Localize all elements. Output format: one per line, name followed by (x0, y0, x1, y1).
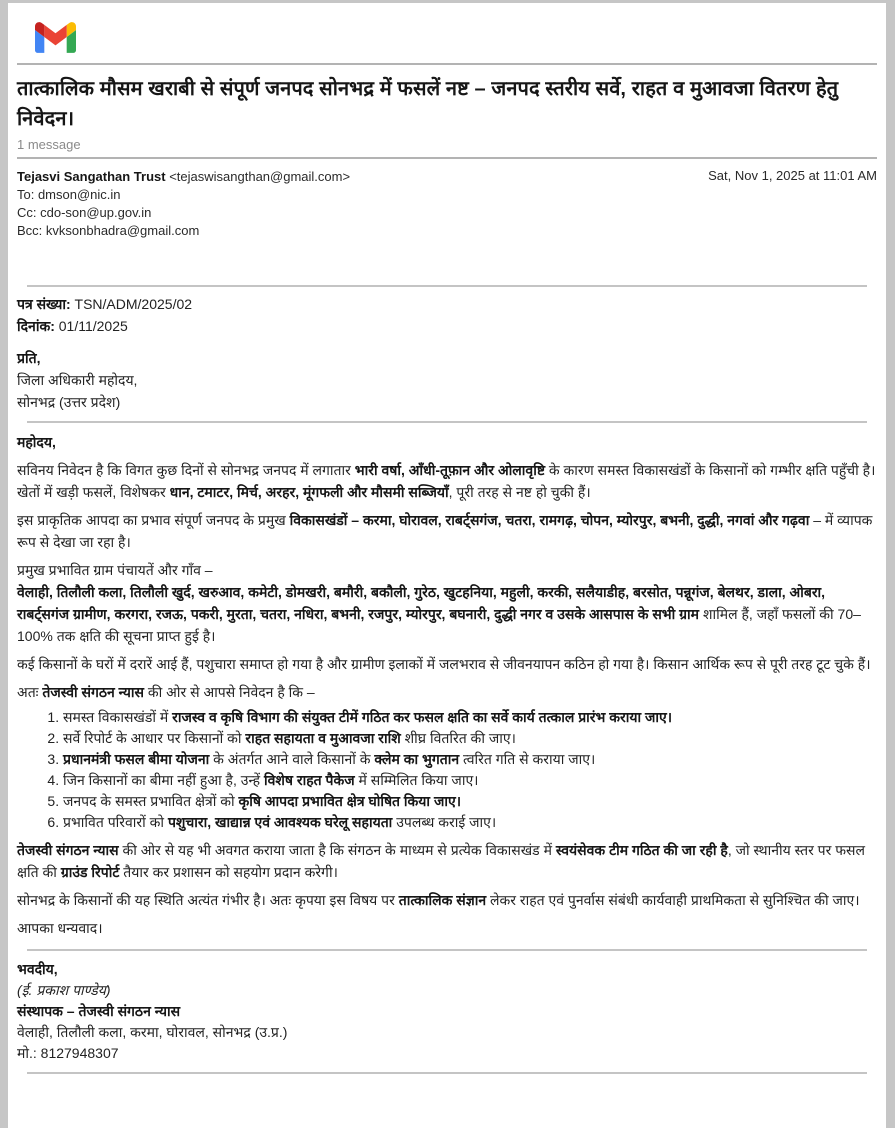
divider (27, 285, 867, 287)
recipient-to: To: dmson@nic.in (17, 187, 121, 202)
request-list-item: 6. प्रभावित परिवारों को पशुचारा, खाद्यान्न एवं आवश्यक घरेलू सहायता उपलब्ध कराई जाए। (63, 812, 877, 833)
divider (17, 157, 877, 159)
signature-line: वेलाही, तिलौली कला, करमा, घोरावल, सोनभद्र (उ.प्र.) (17, 1024, 288, 1040)
request-list-item: 1. समस्त विकासखंडों में राजस्व व कृषि विभाग की संयुक्त टीमें गठित कर फसल क्षति का सर्वे कार्य तत्काल प्रारंभ कराया जाए। (63, 707, 877, 728)
letter-addressee-line: जिला अधिकारी महोदय, (17, 372, 138, 388)
letter-addressee-line: सोनभद्र (उत्तर प्रदेश) (17, 394, 121, 410)
paragraph-farmer-condition: कई किसानों के घरों में दरारें आई हैं, पशुचारा समाप्त हो गया है और ग्रामीण इलाकों में जलभराव से जीवनयापन कठिन हो गया है। किसान आर्थिक रूप से पूरी तरह टूट चुके हैं। (17, 656, 871, 672)
paragraph-volunteer-teams: तेजस्वी संगठन न्यास की ओर से यह भी अवगत कराया जाता है कि संगठन के माध्यम से प्रत्येक विकासखंड में स्वयंसेवक टीम गठित की जा रही है, जो स्थानीय स्तर पर फसल क्षति की ग्राउंड रिपोर्ट तैयार कर प्रशासन को सहयोग प्रदान करेगी। (17, 842, 865, 880)
recipient-cc: Cc: cdo-son@up.gov.in (17, 205, 152, 220)
closing-thanks: आपका धन्यवाद। (17, 920, 103, 936)
request-list-item: 2. सर्वे रिपोर्ट के आधार पर किसानों को राहत सहायता व मुआवजा राशि शीघ्र वितरित की जाए। (63, 728, 877, 749)
message-date: Sat, Nov 1, 2025 at 11:01 AM (708, 168, 877, 183)
signature-line: (ई. प्रकाश पाण्डेय) (17, 982, 111, 998)
paragraph-affected-villages (17, 559, 877, 647)
signature-line: मो.: 8127948307 (17, 1045, 119, 1061)
letter-body (17, 285, 877, 1074)
request-list-item: 3. प्रधानमंत्री फसल बीमा योजना के अंतर्गत आने वाले किसानों के क्लेम का भुगतान त्वरित गति से कराया जाए। (63, 749, 877, 770)
message-header (17, 168, 877, 240)
divider (27, 421, 867, 423)
villages-intro-line: प्रमुख प्रभावित ग्राम पंचायतें और गाँव – (17, 562, 213, 578)
gmail-logo-icon (35, 22, 76, 53)
letter-ref-line: पत्र संख्या: TSN/ADM/2025/02 (17, 296, 193, 312)
letter-ref-line: दिनांक: 01/11/2025 (17, 318, 128, 334)
villages-list-text: वेलाही, तिलौली कला, तिलौली खुर्द, खरुआव, कमेटी, डोमखरी, बमौरी, बकौली, गुरेठ, खुटहनिया, महुली, करकी, सलैयाडीह, बरसोत, पन्नूगंज, बेलथर, डाला, ओबरा, राबर्ट्सगंज ग्रामीण, करगरा, रजऊ, पकरी, मुरता, चतरा, नधिरा, बभनी, रजपुर, म्योरपुर, बघनारी, दुद्धी नगर व उसके आसपास के सभी ग्राम शामिल हैं, जहाँ फसलों की 70–100% तक क्षति की सूचना प्राप्त हुई है। (17, 584, 861, 644)
print-page (8, 3, 886, 1128)
message-count: 1 message (17, 137, 81, 152)
divider (17, 63, 877, 65)
paragraph-crop-damage: सविनय निवेदन है कि विगत कुछ दिनों से सोनभद्र जनपद में लगातार भारी वर्षा, आँधी-तूफ़ान और ओलावृष्टि के कारण समस्त विकासखंडों के किसानों को गम्भीर क्षति पहुँची है। खेतों में खड़ी फसलें, विशेषकर धान, टमाटर, मिर्च, अरहर, मूंगफली और मौसमी सब्जियाँ, पूरी तरह से नष्ट हो चुकी हैं। (17, 462, 876, 500)
divider (27, 1072, 867, 1074)
letter-addressee-block (17, 347, 877, 413)
paragraph-request-intro: अतः तेजस्वी संगठन न्यास की ओर से आपसे निवेदन है कि – (17, 684, 315, 700)
sender-name: Tejasvi Sangathan Trust (17, 169, 166, 184)
divider (27, 949, 867, 951)
salutation: महोदय, (17, 434, 56, 450)
sender-email: <tejaswisangthan@gmail.com> (169, 169, 351, 184)
letter-addressee-line: प्रति, (17, 350, 41, 366)
request-list-item: 4. जिन किसानों का बीमा नहीं हुआ है, उन्हें विशेष राहत पैकेज में सम्मिलित किया जाए। (63, 770, 877, 791)
request-list (17, 707, 877, 833)
sender-line (17, 168, 350, 186)
signature-line: संस्थापक – तेजस्वी संगठन न्यास (17, 1003, 181, 1019)
recipient-bcc: Bcc: kvksonbhadra@gmail.com (17, 223, 200, 238)
letter-ref-block (17, 293, 877, 337)
paragraph-urgency: सोनभद्र के किसानों की यह स्थिति अत्यंत गंभीर है। अतः कृपया इस विषय पर तात्कालिक संज्ञान लेकर राहत एवं पुनर्वास संबंधी कार्यवाही प्राथमिकता से सुनिश्चित की जाए। (17, 892, 860, 908)
logo-row (17, 3, 877, 53)
paragraph-affected-blocks: इस प्राकृतिक आपदा का प्रभाव संपूर्ण जनपद के प्रमुख विकासखंडों – करमा, घोरावल, राबर्ट्सगंज, चतरा, रामगढ़, चोपन, म्योरपुर, बभनी, दुद्धी, नगवां और गढ़वा – में व्यापक रूप से देखा जा रहा है। (17, 512, 873, 550)
request-list-item: 5. जनपद के समस्त प्रभावित क्षेत्रों को कृषि आपदा प्रभावित क्षेत्र घोषित किया जाए। (63, 791, 877, 812)
email-subject: तात्कालिक मौसम खराबी से संपूर्ण जनपद सोनभद्र में फसलें नष्ट – जनपद स्तरीय सर्वे, राहत व मुआवजा वितरण हेतु निवेदन। (17, 78, 839, 130)
signature-line: भवदीय, (17, 961, 58, 977)
signature-block (17, 959, 877, 1064)
